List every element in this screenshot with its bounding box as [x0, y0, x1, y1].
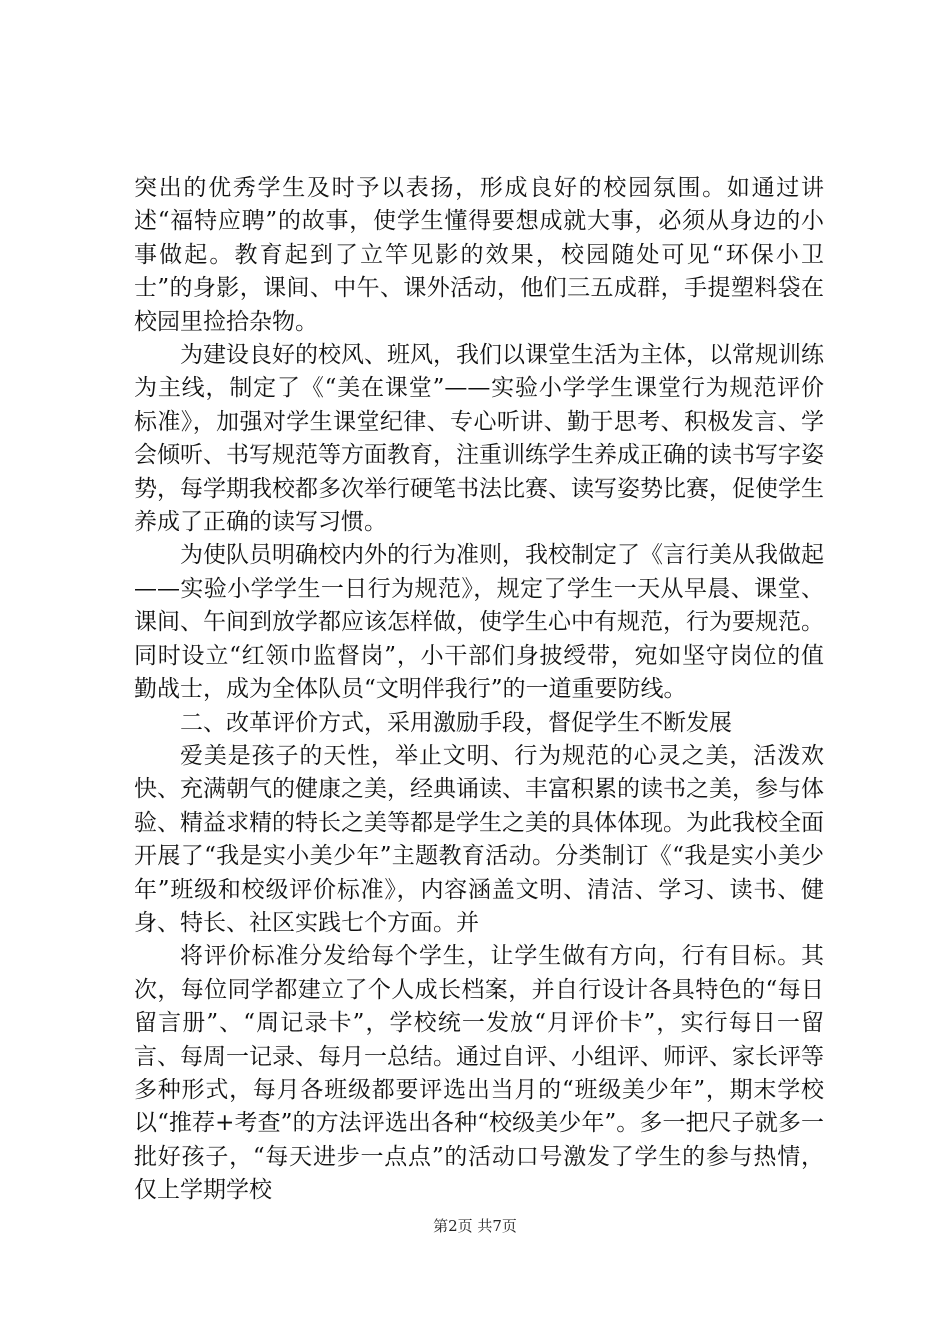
page-footer: 第2页 共7页 — [433, 1217, 517, 1235]
section-heading: 二、改革评价方式，采用激励手段，督促学生不断发展 — [180, 709, 732, 736]
paragraph-2: 为建设良好的校风、班风，我们以课堂生活为主体，以常规训练为主线，制定了《“美在课堂”——实验小学学生课堂行为规范评价标准》，加强对学生课堂纪律、专心听讲、勤于思考、积极发言、学会倾听、书写规范等方面教育，注重训练学生养成正确的读书写字姿势，每学期我校都多次举行硬笔书法比赛、读写姿势比赛，促使学生养成了正确的读写习惯。 — [134, 342, 824, 536]
paragraph-1: 突出的优秀学生及时予以表扬，形成良好的校园氛围。如通过讲述“福特应聘”的故事，使学生懂得要想成就大事，必须从身边的小事做起。教育起到了立竿见影的效果，校园随处可见“环保小卫士”的身影，课间、中午、课外活动，他们三五成群，手提塑料袋在校园里捡拾杂物。 — [134, 175, 824, 335]
paragraph-3: 为使队员明确校内外的行为准则，我校制定了《言行美从我做起——实验小学学生一日行为规范》，规定了学生一天从早晨、课堂、课间、午间到放学都应该怎样做，使学生心中有规范，行为要规范。同时设立“红领巾监督岗”，小干部们身披绶带，宛如坚守岗位的值勤战士，成为全体队员“文明伴我行”的一道重要防线。 — [134, 542, 824, 703]
paragraph-5: 将评价标准分发给每个学生，让学生做有方向，行有目标。其次，每位同学都建立了个人成长档案，并自行设计各具特色的“每日留言册”、“周记录卡”，学校统一发放“月评价卡”，实行每日一留言、每周一记录、每月一总结。通过自评、小组评、师评、家长评等多种形式，每月各班级都要评选出当月的“班级美少年”，期末学校以“推荐+考查”的方法评选出各种“校级美少年”。多一把尺子就多一批好孩子，“每天进步一点点”的活动口号激发了学生的参与热情，仅上学期学校 — [134, 943, 824, 1204]
document-body — [134, 172, 824, 1208]
paragraph-4: 爱美是孩子的天性，举止文明、行为规范的心灵之美，活泼欢快、充满朝气的健康之美，经典诵读、丰富积累的读书之美，参与体验、精益求精的特长之美等都是学生之美的具体体现。为此我校全面开展了“我是实小美少年”主题教育活动。分类制订《“我是实小美少年”班级和校级评价标准》，内容涵盖文明、清洁、学习、读书、健身、特长、社区实践七个方面。并 — [134, 742, 824, 936]
